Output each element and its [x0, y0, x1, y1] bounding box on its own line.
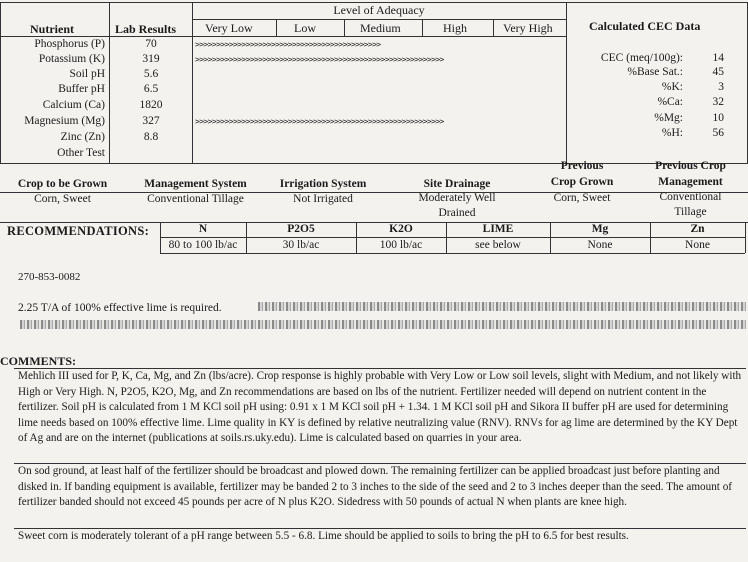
prev-mgmt-value-1: Conventional	[659, 191, 722, 203]
nutrient-name: Potassium (K)	[38, 53, 105, 65]
adequacy-bar: >>>>>>>>>>>>>>>>>>>>>>>>>>>>>>>>>>>>>>>>>>>>>>>>>>>>>>>>>>>	[195, 55, 444, 64]
mgmt-value: Conventional Tillage	[147, 193, 244, 205]
col-divider	[192, 2, 193, 163]
redacted-text	[258, 302, 746, 311]
prev-crop-value: Corn, Sweet	[553, 192, 611, 204]
cec-label: %K:	[661, 81, 683, 93]
level-tick	[344, 19, 345, 36]
cec-value: 45	[712, 66, 724, 78]
adequacy-divider	[192, 19, 566, 20]
level-tick	[276, 19, 277, 36]
prev-mgmt-header-1: Previous Crop	[655, 160, 726, 172]
rec-value: 100 lb/ac	[379, 239, 423, 251]
rec-name: N	[198, 223, 208, 235]
cec-value: 56	[712, 127, 724, 139]
lime-note: 2.25 T/A of 100% effective lime is required.	[18, 302, 222, 314]
irrigation-header: Irrigation System	[279, 178, 367, 190]
cec-label: CEC (meq/100g):	[600, 52, 683, 64]
comments-title: COMMENTS:	[0, 354, 76, 368]
prev-mgmt-value-2: Tillage	[674, 206, 707, 218]
header-underline	[0, 36, 566, 37]
code-number: 270-853-0082	[18, 271, 81, 283]
cec-label: %Ca:	[657, 96, 683, 108]
rec-value: see below	[475, 239, 521, 251]
nutrient-value: 8.8	[143, 131, 159, 143]
adequacy-bar: >>>>>>>>>>>>>>>>>>>>>>>>>>>>>>>>>>>>>>>>>>>>	[195, 40, 381, 49]
rec-value: None	[587, 239, 613, 251]
nutrient-name: Soil pH	[69, 68, 105, 80]
cec-title: Calculated CEC Data	[589, 19, 701, 33]
comment-paragraph: Mehlich III used for P, K, Ca, Mg, and Zn (lbs/acre). Crop response is highly probable with Very Low or Low soil levels, slight with Medium, and not likely with High or Very High. N, P2O5, K2O, Mg, and Zn recommendations are based on lbs of the nutrient. Fertilizer needed will depend on nutrient content in the fertilizer. Soil pH is calculated from 1 M KCl soil pH using: 0.91 x 1 M KCl soil pH + 1.34. 1 M KCl soil pH and Sikora II buffer pH are used for determining lime needs based on 100% effective lime. Lime quality in KY is defined by relative neutralizing value (RNV). RNVs for ag lime are determined by the KY Dept of Ag and are on the internet (publications at soils.rs.uky.edu). Lime is calculated based on quarries in your area.	[18, 370, 742, 444]
rec-value: 80 to 100 lb/ac	[168, 239, 238, 251]
nutrient-name: Other Test	[57, 147, 105, 159]
nutrient-name: Phosphorus (P)	[34, 38, 105, 50]
prev-crop-header-1: Previous	[560, 160, 604, 172]
rec-name: K2O	[389, 223, 413, 235]
rec-name: P2O5	[287, 223, 315, 235]
nutrient-name: Buffer pH	[58, 83, 105, 95]
rec-value: 30 lb/ac	[282, 239, 320, 251]
level-tick	[422, 19, 423, 36]
nutrient-value: 6.5	[143, 83, 159, 95]
rec-value: None	[685, 239, 710, 251]
drainage-value-1: Moderately Well	[418, 192, 496, 204]
level-medium: Medium	[360, 21, 401, 35]
crop-header: Crop to be Grown	[17, 178, 108, 190]
cec-value: 14	[712, 52, 724, 64]
nutrient-value: 319	[142, 53, 160, 65]
level-very-low: Very Low	[205, 21, 253, 35]
irrigation-value: Not Irrigated	[293, 193, 353, 205]
lab-results-header: Lab Results	[115, 22, 177, 36]
drainage-header: Site Drainage	[423, 178, 491, 190]
cec-value: 3	[718, 81, 724, 93]
prev-mgmt-header-2: Management	[658, 176, 723, 188]
nutrient-value: 5.6	[143, 68, 159, 80]
rec-bottom-border	[160, 253, 745, 254]
nutrient-name: Zinc (Zn)	[60, 131, 105, 143]
recommendations-label: RECOMMENDATIONS:	[7, 224, 150, 238]
rec-col	[745, 222, 746, 253]
comment-paragraph: Sweet corn is moderately tolerant of a pH range between 5.5 - 6.8. Lime should be applied to soils to bring the pH to 6.5 for best results.	[18, 530, 629, 542]
cec-label: %Base Sat.:	[627, 66, 683, 78]
cec-value: 32	[712, 96, 724, 108]
nutrient-value: 70	[145, 38, 157, 50]
col-divider	[566, 2, 567, 163]
rec-name: Zn	[690, 223, 705, 235]
nutrient-value: 1820	[139, 99, 163, 111]
crop-value: Corn, Sweet	[34, 193, 91, 205]
adequacy-bar: >>>>>>>>>>>>>>>>>>>>>>>>>>>>>>>>>>>>>>>>>>>>>>>>>>>>>>>>>>>	[195, 117, 444, 126]
rec-name: Mg	[591, 223, 609, 235]
level-tick	[493, 19, 494, 36]
level-high: High	[443, 21, 467, 35]
mgmt-header: Management System	[144, 178, 247, 190]
prev-crop-header-2: Crop Grown	[550, 176, 614, 188]
cec-label: %H:	[661, 127, 683, 139]
nutrient-header: Nutrient	[30, 22, 74, 36]
drainage-value-2: Drained	[438, 207, 476, 219]
cec-label: %Mg:	[654, 112, 683, 124]
col-divider	[0, 2, 1, 163]
redacted-text	[20, 320, 746, 329]
nutrient-name: Magnesium (Mg)	[24, 115, 105, 127]
rec-name: LIME	[482, 223, 514, 235]
level-very-high: Very High	[503, 21, 553, 35]
cec-value: 10	[712, 112, 724, 124]
nutrient-value: 327	[142, 115, 160, 127]
nutrient-name: Calcium (Ca)	[42, 99, 105, 111]
adequacy-title: Level of Adequacy	[333, 3, 425, 17]
level-low: Low	[294, 21, 316, 35]
comment-paragraph: On sod ground, at least half of the fertilizer should be broadcast and plowed down. The remaining fertilizer can be applied broadcast just before planting and disked in. If banding equipment is available, fertilizer may be banded 2 to 3 inches to the side of the seed and 2 to 3 inches deeper than the seed. The amount of fertilizer banded should not exceed 45 pounds per acre of N plus K2O. Sidedress with 50 pounds of actual N when plants are knee high.	[18, 465, 733, 508]
rec-divider	[160, 237, 745, 238]
